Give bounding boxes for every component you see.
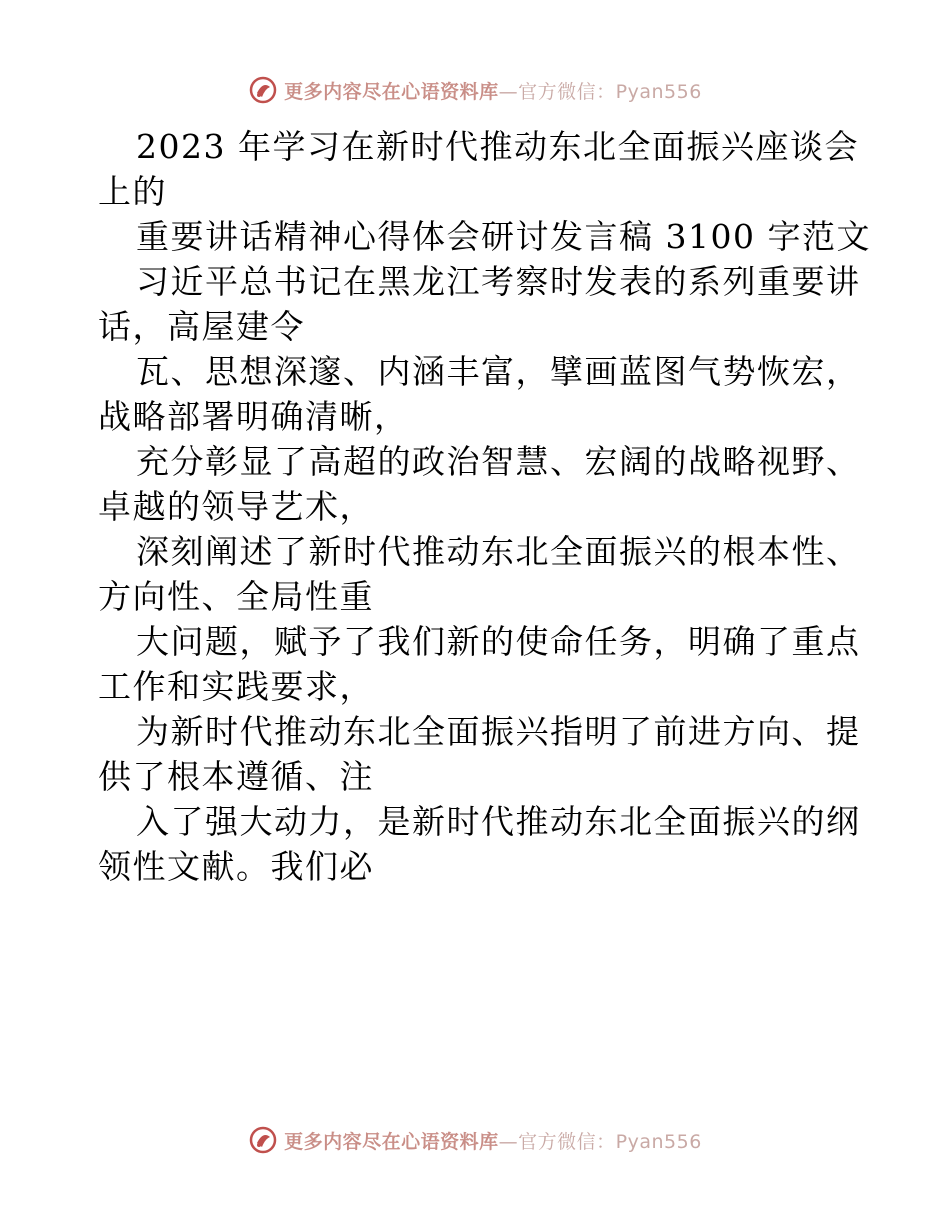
- document-body: [98, 124, 871, 889]
- watermark-text: 更多内容尽在心语资料库—官方微信：Pyan556: [284, 1130, 702, 1153]
- text-line: 2023 年学习在新时代推动东北全面振兴座谈会: [136, 127, 859, 166]
- text-line: 话，高屋建令: [98, 307, 305, 346]
- watermark-text: 更多内容尽在心语资料库—官方微信：Pyan556: [284, 80, 702, 103]
- text-line: 重要讲话精神心得体会研讨发言稿 3100 字范文: [136, 217, 871, 256]
- text-line: 入了强大动力，是新时代推动东北全面振兴的纲: [136, 802, 861, 841]
- footer-watermark: [0, 1120, 950, 1160]
- text-line: 卓越的领导艺术，: [98, 487, 374, 526]
- brand-logo-icon: [248, 1125, 278, 1155]
- text-line: 供了根本遵循、注: [98, 757, 374, 796]
- text-line: 为新时代推动东北全面振兴指明了前进方向、提: [136, 712, 861, 751]
- text-line: 大问题，赋予了我们新的使命任务，明确了重点: [136, 622, 861, 661]
- text-line: 上的: [98, 172, 167, 211]
- text-line: 工作和实践要求，: [98, 667, 374, 706]
- text-line: 充分彰显了高超的政治智慧、宏阔的战略视野、: [136, 442, 861, 481]
- brand-logo-icon: [248, 75, 278, 105]
- text-line: 领性文献。我们必: [98, 847, 374, 886]
- text-line: 瓦、思想深邃、内涵丰富，擘画蓝图气势恢宏，: [136, 352, 861, 391]
- text-line: 战略部署明确清晰，: [98, 397, 409, 436]
- text-line: 深刻阐述了新时代推动东北全面振兴的根本性、: [136, 532, 861, 571]
- text-line: 方向性、全局性重: [98, 577, 374, 616]
- text-line: 习近平总书记在黑龙江考察时发表的系列重要讲: [136, 262, 861, 301]
- header-watermark: [0, 70, 950, 110]
